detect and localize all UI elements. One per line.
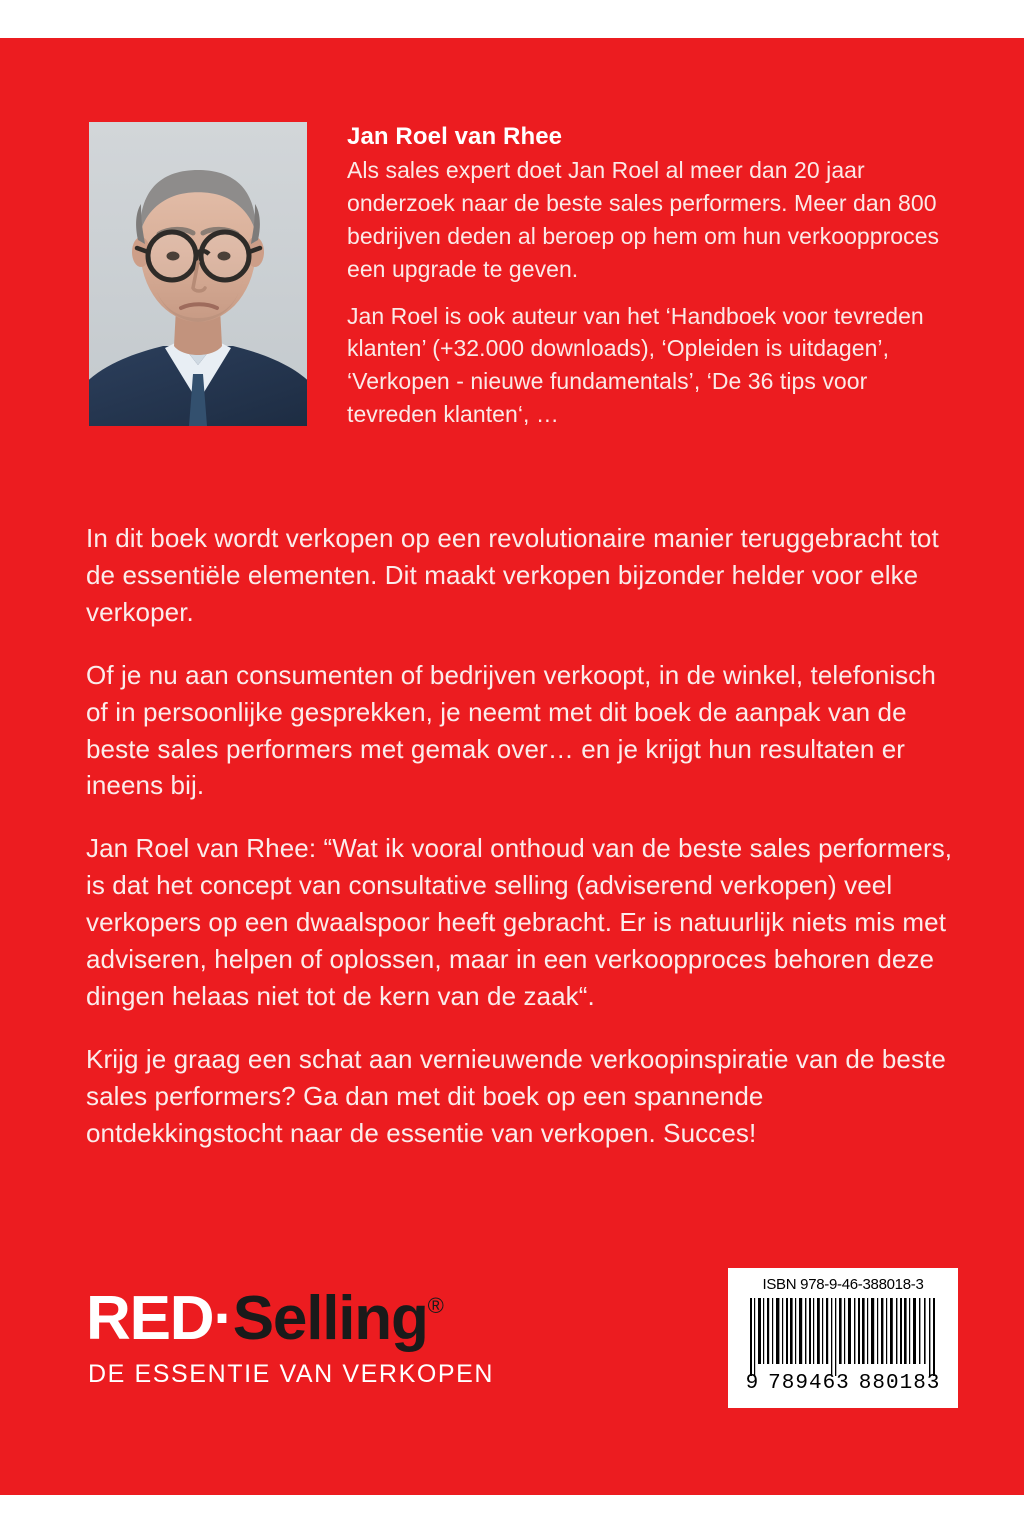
isbn-barcode-box xyxy=(728,1268,958,1408)
blurb-paragraph-2: Of je nu aan consumenten of bedrijven verkoopt, in de winkel, telefonisch of in persoonlijke gesprekken, je neemt met dit boek de aanpak van de beste sales performers met gemak over… en je krijgt hun resultaten er ineens bij. xyxy=(86,659,936,801)
blurb-block xyxy=(86,520,962,1152)
ean-lead-digit: 9 xyxy=(745,1372,760,1395)
author-bio-paragraph-2: Jan Roel is ook auteur van het ‘Handboek voor tevreden klanten’ (+32.000 downloads), ‘Opleiden is uitdagen’, ‘Verkopen - nieuwe fundamentals’, ‘De 36 tips voor tevreden klanten‘, … xyxy=(347,302,924,428)
author-block xyxy=(89,122,949,442)
ean-left-group: 789463 xyxy=(768,1372,850,1395)
logo-wordmark xyxy=(86,1284,506,1353)
logo-word-selling: Selling xyxy=(232,1284,428,1353)
registered-trademark-icon: ® xyxy=(427,1293,444,1318)
book-back-cover xyxy=(0,38,1024,1495)
author-name: Jan Roel van Rhee xyxy=(347,123,563,150)
author-text-block xyxy=(347,122,947,445)
blurb-paragraph-4: Krijg je graag een schat aan vernieuwende verkoopinspiratie van de beste sales performers? Ga dan met dit boek op een spannende ontdekkingstocht naar de essentie van verkopen. Succes! xyxy=(86,1043,946,1148)
logo-word-red: RED xyxy=(86,1284,214,1353)
barcode-ean-digits xyxy=(728,1372,958,1395)
author-portrait-photo xyxy=(89,122,307,426)
ean-right-group: 880183 xyxy=(858,1372,941,1395)
blurb-paragraph-1: In dit boek wordt verkopen op een revolutionaire manier teruggebracht tot de essentiële elementen. Dit maakt verkopen bijzonder helder voor elke verkoper. xyxy=(86,523,939,627)
blurb-paragraph-3: Jan Roel van Rhee: “Wat ik vooral onthoud van de beste sales performers, is dat het concept van consultative selling (adviserend verkopen) veel verkopers op een dwaalspoor heeft gebracht. Er is natuurlijk niets mis met adviseren, helpen of oplossen, maar in een verkoopproces behoren deze dingen helaas niet tot de kern van de zaak“. xyxy=(86,833,953,1011)
author-portrait-illustration xyxy=(89,122,307,426)
barcode-bars-icon xyxy=(750,1298,936,1376)
publisher-logo xyxy=(86,1284,506,1388)
logo-separator-dot: · xyxy=(213,1284,233,1353)
isbn-number: ISBN 978-9-46-388018-3 xyxy=(762,1276,924,1293)
logo-tagline: DE ESSENTIE VAN VERKOPEN xyxy=(88,1360,495,1388)
author-bio-paragraph-1: Als sales expert doet Jan Roel al meer dan 20 jaar onderzoek naar de beste sales performers. Meer dan 800 bedrijven deden al beroep op hem om hun verkoopproces een upgrade te geven. xyxy=(347,157,940,282)
